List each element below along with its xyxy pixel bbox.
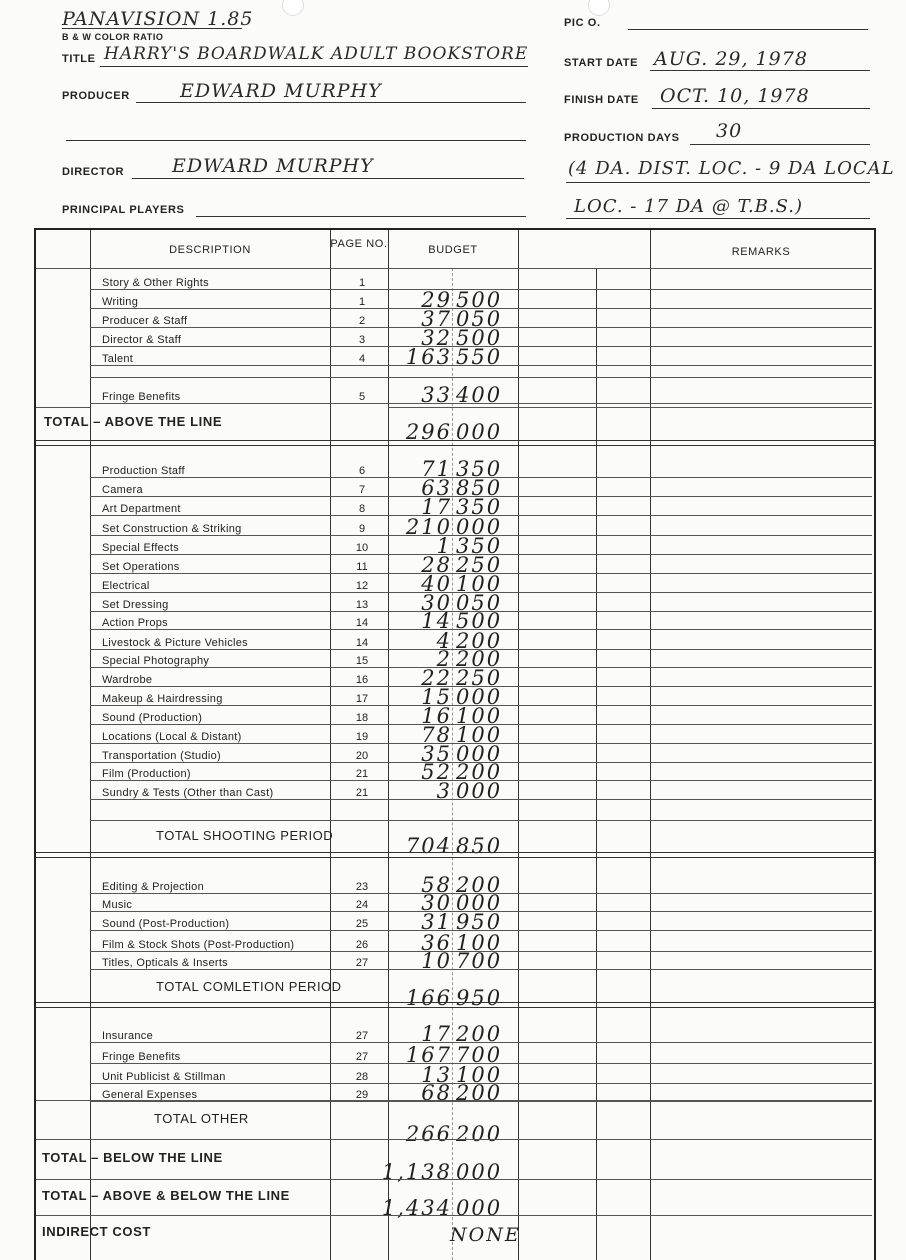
section-divider (36, 852, 874, 858)
line-item-amount: 78 100 (421, 723, 503, 747)
line-item-label: Fringe Benefits (102, 391, 181, 403)
line-item-page: 14 (355, 637, 369, 649)
line-item-amount: 28 250 (421, 553, 503, 577)
total-other-label: TOTAL OTHER (154, 1111, 249, 1126)
line-item-label: Set Operations (102, 561, 180, 573)
row-rule (90, 799, 872, 800)
total-above-line-amount: 296 000 (405, 420, 503, 444)
line-item-label: Sundry & Tests (Other than Cast) (102, 787, 274, 799)
title-label: TITLE (62, 53, 96, 65)
line-item-label: Set Dressing (102, 599, 169, 611)
line-item-label: Action Props (102, 617, 168, 629)
total-completion-period-amount: 166 950 (405, 986, 503, 1010)
line-item-page: 10 (355, 542, 369, 554)
row-rule (90, 1101, 872, 1102)
line-item-label: Special Photography (102, 655, 210, 667)
line-item-label: Transportation (Studio) (102, 750, 221, 762)
finish-date-label: FINISH DATE (564, 94, 639, 106)
line-item-page: 25 (355, 918, 369, 930)
row-rule (90, 820, 872, 821)
line-item-page: 27 (355, 1030, 369, 1042)
line-item-page: 18 (355, 712, 369, 724)
line-item-amount: 17 350 (421, 495, 503, 519)
column-header-remarks: REMARKS (731, 246, 791, 258)
column-header-page-no: PAGE NO. (330, 238, 388, 250)
col-divider (596, 268, 597, 1260)
line-item-page: 28 (355, 1071, 369, 1083)
line-item-page: 23 (355, 881, 369, 893)
note-line-1 (566, 182, 870, 183)
ratio-line (62, 28, 242, 29)
line-item-amount: 2 200 (436, 647, 503, 671)
line-item-amount: 40 100 (421, 572, 503, 596)
line-item-amount: 163 550 (405, 345, 503, 369)
line-item-label: Electrical (102, 580, 150, 592)
section-divider (36, 440, 874, 446)
line-item-amount: 29 500 (421, 288, 503, 312)
location-note-2: LOC. - 17 DA @ T.B.S.) (574, 196, 804, 217)
row-rule (36, 1215, 872, 1216)
total-above-below-line-label: TOTAL – ABOVE & BELOW THE LINE (42, 1188, 290, 1203)
line-item-page: 11 (356, 561, 368, 573)
principal-players-label: PRINCIPAL PLAYERS (62, 204, 185, 216)
row-rule (36, 1139, 872, 1140)
principal-line (196, 216, 526, 217)
line-item-amount: 3 000 (436, 779, 503, 803)
line-item-page: 2 (358, 315, 366, 327)
producer-line (136, 102, 526, 103)
pic-no-label: PIC O. (564, 17, 601, 29)
line-item-amount: 15 000 (421, 685, 503, 709)
line-item-page: 5 (358, 391, 366, 403)
row-rule (90, 403, 872, 404)
row-rule (36, 407, 90, 408)
line-item-page: 8 (358, 503, 366, 515)
line-item-label: Insurance (102, 1030, 154, 1042)
producer-label: PRODUCER (62, 90, 130, 102)
line-item-amount: 30 000 (421, 891, 503, 915)
line-item-amount: 17 200 (421, 1022, 503, 1046)
pic-no-line (628, 29, 868, 30)
line-item-label: Talent (102, 353, 134, 365)
line-item-label: Unit Publicist & Stillman (102, 1071, 226, 1083)
line-item-page: 13 (355, 599, 369, 611)
row-rule (36, 268, 872, 269)
director-value: EDWARD MURPHY (172, 155, 374, 177)
line-item-page: 6 (358, 465, 366, 477)
section-divider (36, 1002, 874, 1008)
start-date-label: START DATE (564, 57, 639, 69)
line-item-label: Film (Production) (102, 768, 191, 780)
row-rule (36, 1100, 872, 1101)
production-days-value: 30 (716, 120, 743, 142)
line-item-amount: 33 400 (421, 383, 503, 407)
line-item-label: Story & Other Rights (102, 277, 209, 289)
line-item-page: 1 (358, 277, 366, 289)
total-other-amount: 266 200 (405, 1122, 503, 1146)
note-line-2 (566, 218, 870, 219)
title-line (100, 66, 528, 67)
finish-date-value: OCT. 10, 1978 (660, 85, 810, 107)
line-item-label: General Expenses (102, 1089, 198, 1101)
line-item-amount: 37 050 (421, 307, 503, 331)
line-item-page: 3 (358, 334, 366, 346)
producer-line-2 (66, 140, 526, 141)
line-item-page: 24 (355, 899, 369, 911)
line-item-page: 27 (355, 957, 369, 969)
line-item-amount: 210 000 (405, 515, 503, 539)
line-item-amount: 58 200 (421, 873, 503, 897)
total-shooting-period-amount: 704 850 (405, 834, 503, 858)
line-item-page: 4 (358, 353, 366, 365)
line-item-amount: 22 250 (421, 666, 503, 690)
line-item-label: Special Effects (102, 542, 180, 554)
line-item-label: Fringe Benefits (102, 1051, 181, 1063)
indirect-cost-value: NONE (450, 1224, 521, 1246)
punch-hole (588, 0, 610, 16)
line-item-page: 27 (355, 1051, 369, 1063)
line-item-amount: 35 000 (421, 742, 503, 766)
title-value: HARRY'S BOARDWALK ADULT BOOKSTORE (104, 44, 529, 64)
line-item-page: 21 (355, 787, 369, 799)
line-item-amount: 31 950 (421, 910, 503, 934)
line-item-label: Sound (Post-Production) (102, 918, 230, 930)
line-item-amount: 167 700 (405, 1043, 503, 1067)
line-item-amount: 68 200 (421, 1081, 503, 1105)
line-item-amount: 71 350 (421, 457, 503, 481)
row-rule (36, 1179, 872, 1180)
budget-table (34, 228, 876, 1260)
col-divider (650, 230, 651, 1260)
line-item-label: Producer & Staff (102, 315, 188, 327)
line-item-page: 9 (358, 523, 366, 535)
col-divider (330, 230, 331, 1260)
line-item-label: Wardrobe (102, 674, 153, 686)
director-line (132, 178, 524, 179)
line-item-label: Set Construction & Striking (102, 523, 242, 535)
ratio-label: B & W COLOR RATIO (62, 32, 164, 42)
line-item-label: Livestock & Picture Vehicles (102, 637, 248, 649)
line-item-label: Music (102, 899, 133, 911)
start-date-value: AUG. 29, 1978 (654, 48, 808, 70)
total-above-below-line-amount: 1,434 000 (381, 1196, 503, 1220)
total-below-line-label: TOTAL – BELOW THE LINE (42, 1150, 223, 1165)
director-label: DIRECTOR (62, 166, 125, 178)
line-item-page: 19 (355, 731, 369, 743)
total-below-line-amount: 1,138 000 (381, 1160, 503, 1184)
line-item-label: Camera (102, 484, 143, 496)
ratio-handwritten: PANAVISION 1.85 (62, 8, 254, 30)
line-item-amount: 4 200 (436, 629, 503, 653)
line-item-amount: 16 100 (421, 704, 503, 728)
column-header-budget: BUDGET (428, 244, 478, 256)
line-item-page: 14 (355, 617, 369, 629)
line-item-page: 21 (355, 768, 369, 780)
punch-hole (282, 0, 304, 16)
col-divider (90, 230, 91, 1260)
producer-value: EDWARD MURPHY (180, 80, 382, 102)
line-item-page: 16 (355, 674, 369, 686)
line-item-page: 12 (355, 580, 369, 592)
line-item-amount: 10 700 (421, 949, 503, 973)
finish-line (652, 108, 870, 109)
line-item-amount: 14 500 (421, 609, 503, 633)
line-item-label: Art Department (102, 503, 181, 515)
line-item-amount: 36 100 (421, 931, 503, 955)
start-line (650, 70, 870, 71)
production-days-label: PRODUCTION DAYS (564, 132, 680, 144)
row-rule (388, 407, 872, 408)
line-item-page: 1 (358, 296, 366, 308)
line-item-label: Editing & Projection (102, 881, 204, 893)
line-item-amount: 13 100 (421, 1063, 503, 1087)
line-item-label: Director & Staff (102, 334, 182, 346)
row-rule (90, 365, 872, 366)
line-item-label: Writing (102, 296, 139, 308)
line-item-label: Film & Stock Shots (Post-Production) (102, 939, 295, 951)
row-rule (90, 969, 872, 970)
line-item-page: 26 (355, 939, 369, 951)
line-item-page: 20 (355, 750, 369, 762)
line-item-label: Sound (Production) (102, 712, 203, 724)
line-item-amount: 63 850 (421, 476, 503, 500)
line-item-page: 17 (355, 693, 369, 705)
line-item-amount: 32 500 (421, 326, 503, 350)
line-item-page: 7 (358, 484, 366, 496)
row-rule (90, 377, 872, 378)
line-item-label: Production Staff (102, 465, 185, 477)
line-item-amount: 1 350 (436, 534, 503, 558)
line-item-amount: 30 050 (421, 591, 503, 615)
indirect-cost-label: INDIRECT COST (42, 1224, 151, 1239)
total-completion-period-label: TOTAL COMLETION PERIOD (156, 979, 342, 994)
line-item-amount: 52 200 (421, 760, 503, 784)
line-item-label: Makeup & Hairdressing (102, 693, 223, 705)
line-item-page: 15 (355, 655, 369, 667)
total-shooting-period-label: TOTAL SHOOTING PERIOD (156, 828, 334, 843)
column-header-description: DESCRIPTION (169, 244, 251, 256)
line-item-page: 29 (355, 1089, 369, 1101)
total-above-line-label: TOTAL – ABOVE THE LINE (44, 414, 223, 429)
days-line (690, 144, 870, 145)
line-item-label: Locations (Local & Distant) (102, 731, 242, 743)
line-item-label: Titles, Opticals & Inserts (102, 957, 228, 969)
col-divider (518, 230, 519, 1260)
location-note-1: (4 DA. DIST. LOC. - 9 DA LOCAL (568, 158, 895, 179)
